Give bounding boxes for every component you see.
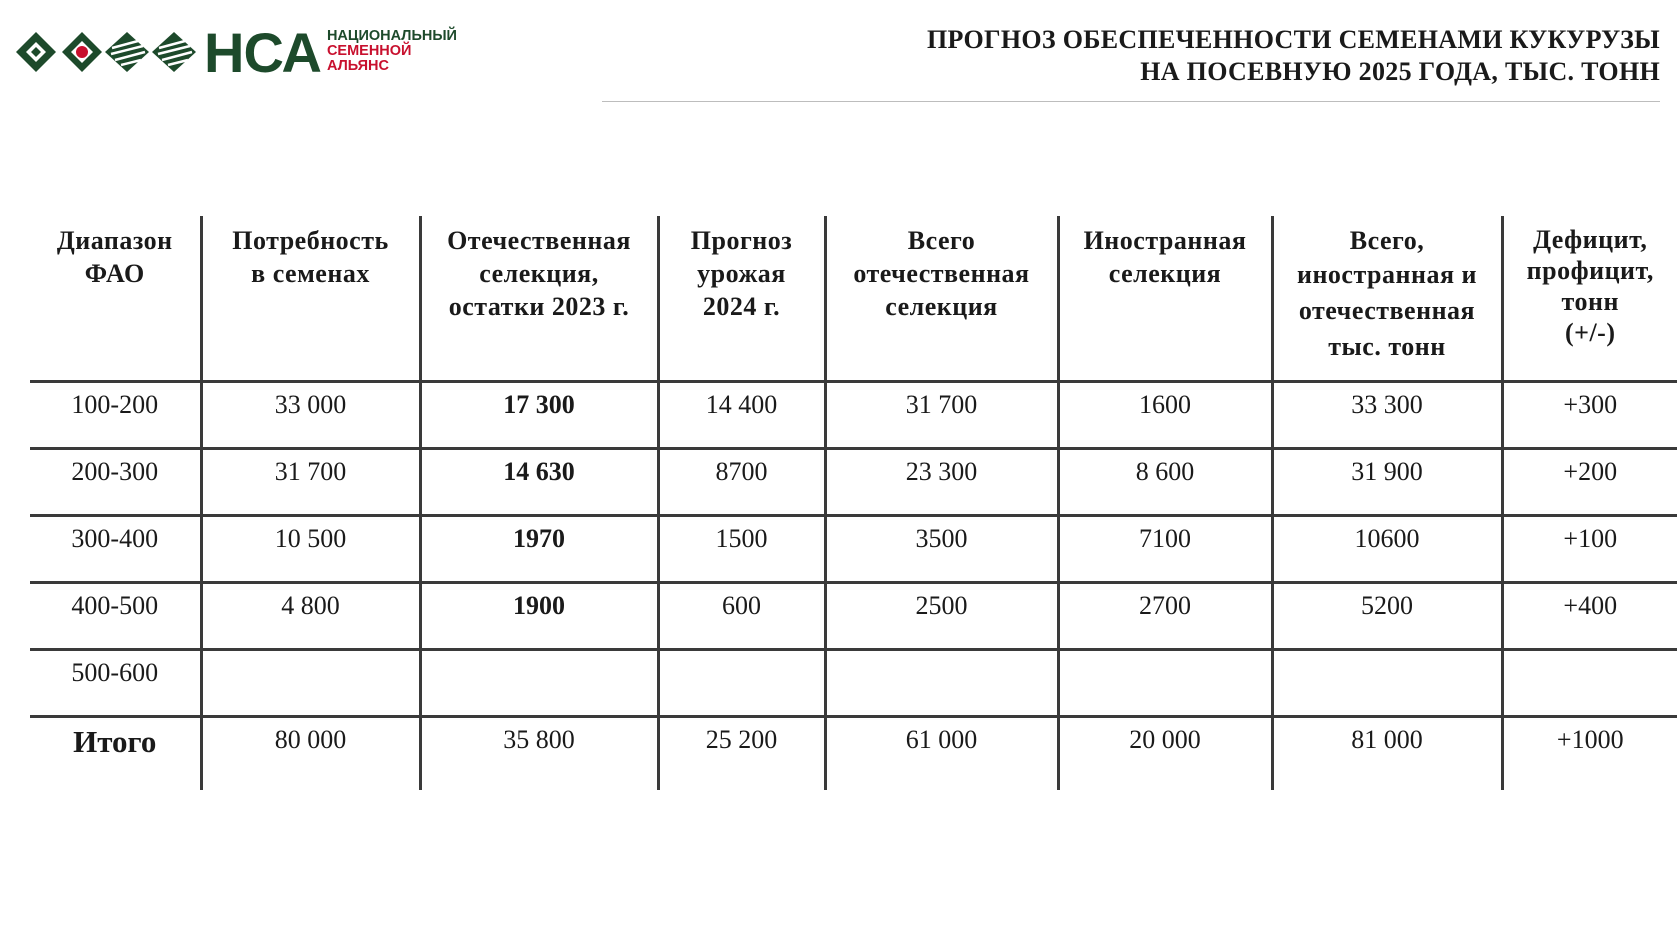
logo-word-2: СЕМЕННОЙ (326, 42, 412, 59)
header-total-domestic: Всего отечественная селекция (825, 216, 1058, 382)
cell-fao-range: 300-400 (30, 516, 201, 583)
diamond-red-dot-icon (62, 32, 102, 72)
cell-foreign-selection (1058, 650, 1272, 717)
cell-fao-range: 200-300 (30, 449, 201, 516)
cell-total-domestic: 31 700 (825, 382, 1058, 449)
cell-total-all (1272, 650, 1502, 717)
header-deficit-surplus: Дефицит, профицит, тонн (+/-) (1502, 216, 1677, 382)
cell-total-harvest-forecast: 25 200 (658, 717, 825, 791)
cell-total-deficit-surplus: +1000 (1502, 717, 1677, 791)
cell-deficit-surplus: +400 (1502, 583, 1677, 650)
cell-seed-demand: 31 700 (201, 449, 420, 516)
logo-emblem-icons (14, 30, 200, 74)
cell-seed-demand: 10 500 (201, 516, 420, 583)
table-row (30, 516, 1677, 583)
cell-total-domestic-remains: 35 800 (420, 717, 658, 791)
cell-foreign-selection: 1600 (1058, 382, 1272, 449)
cell-deficit-surplus: +200 (1502, 449, 1677, 516)
header-total-all: Всего, иностранная и отечественная тыс. тонн (1272, 216, 1502, 382)
seed-forecast-table (30, 216, 1677, 790)
table-row (30, 650, 1677, 717)
cell-total-domestic: 2500 (825, 583, 1058, 650)
header-seed-demand: Потребность в семенах (201, 216, 420, 382)
cell-foreign-selection: 7100 (1058, 516, 1272, 583)
cell-domestic-remains: 17 300 (420, 382, 658, 449)
header-foreign-selection: Иностранная селекция (1058, 216, 1272, 382)
cell-total-label: Итого (73, 724, 157, 759)
page-title-line-2: НА ПОСЕВНУЮ 2025 ГОДА, ТЫС. ТОНН (1140, 57, 1660, 86)
cell-fao-range: 100-200 (30, 382, 201, 449)
cell-harvest-forecast: 8700 (658, 449, 825, 516)
cell-total-all: 31 900 (1272, 449, 1502, 516)
logo-word-1: НАЦИОНАЛЬНЫЙ (326, 27, 457, 44)
table-row (30, 449, 1677, 516)
cell-total-total-domestic: 61 000 (825, 717, 1058, 791)
cell-fao-range: 500-600 (30, 650, 201, 717)
logo-abbreviation: НСА (204, 21, 321, 84)
cell-domestic-remains: 14 630 (420, 449, 658, 516)
cell-domestic-remains (420, 650, 658, 717)
header-domestic-remains: Отечественная селекция, остатки 2023 г. (420, 216, 658, 382)
cell-domestic-remains: 1900 (420, 583, 658, 650)
cell-total-all: 33 300 (1272, 382, 1502, 449)
header-harvest-forecast: Прогноз урожая 2024 г. (658, 216, 825, 382)
cell-total-domestic: 3500 (825, 516, 1058, 583)
table-row (30, 382, 1677, 449)
cell-harvest-forecast: 600 (658, 583, 825, 650)
cell-deficit-surplus (1502, 650, 1677, 717)
cell-domestic-remains: 1970 (420, 516, 658, 583)
cell-foreign-selection: 2700 (1058, 583, 1272, 650)
cell-seed-demand (201, 650, 420, 717)
cell-total-total-all: 81 000 (1272, 717, 1502, 791)
leaf-stripes-icon (105, 32, 149, 72)
cell-fao-range: 400-500 (30, 583, 201, 650)
logo-wordmark (327, 29, 457, 74)
table-row (30, 583, 1677, 650)
table-header-row (30, 216, 1677, 382)
table-total-row (30, 717, 1677, 791)
cell-deficit-surplus: +100 (1502, 516, 1677, 583)
cell-foreign-selection: 8 600 (1058, 449, 1272, 516)
cell-total-all: 10600 (1272, 516, 1502, 583)
cell-total-domestic: 23 300 (825, 449, 1058, 516)
diamond-emblem-icon (16, 32, 56, 72)
logo-word-3: АЛЬЯНС (326, 57, 389, 74)
page-title (927, 24, 1660, 88)
cell-harvest-forecast: 14 400 (658, 382, 825, 449)
cell-total-seed-demand: 80 000 (201, 717, 420, 791)
leaf-stripes-icon (152, 32, 196, 72)
title-divider (602, 101, 1660, 102)
cell-total-all: 5200 (1272, 583, 1502, 650)
page-title-line-1: ПРОГНОЗ ОБЕСПЕЧЕННОСТИ СЕМЕНАМИ КУКУРУЗЫ (926, 25, 1660, 54)
cell-total-domestic (825, 650, 1058, 717)
cell-total-foreign-selection: 20 000 (1058, 717, 1272, 791)
cell-deficit-surplus: +300 (1502, 382, 1677, 449)
cell-harvest-forecast: 1500 (658, 516, 825, 583)
cell-seed-demand: 33 000 (201, 382, 420, 449)
brand-logo (14, 21, 457, 84)
cell-seed-demand: 4 800 (201, 583, 420, 650)
cell-harvest-forecast (658, 650, 825, 717)
header-fao-range: Диапазон ФАО (30, 216, 201, 382)
